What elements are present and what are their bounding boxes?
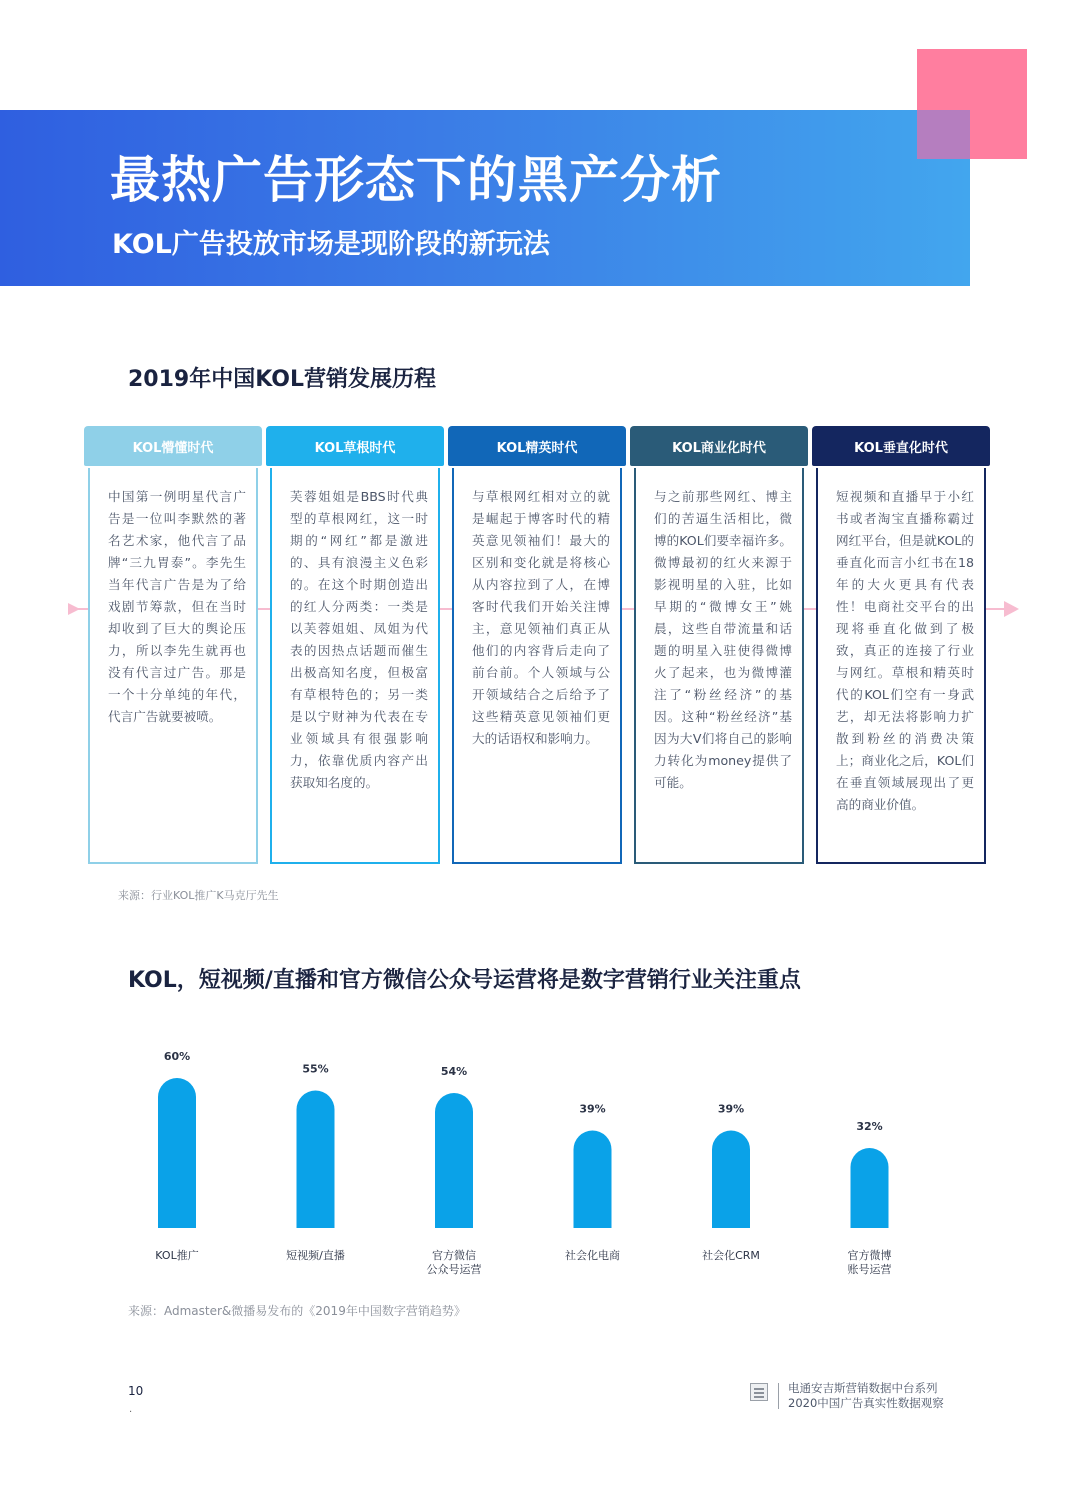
era-card-3 xyxy=(448,426,626,746)
era-description: 中国第一例明星代言广告是一位叫李默然的著名艺术家，他代言了品牌“三九胃泰”。李先生当年代言广告是为了给戏剧节筹款，但在当时却收到了巨大的舆论压力，所以李先生就再也没有代言过广告。那是一个十分单纯的年代，代言广告就要被喷。 xyxy=(88,468,258,864)
chart-bar xyxy=(158,1078,196,1228)
timeline-source: 来源：行业KOL推广K马克厅先生 xyxy=(118,889,279,902)
era-header xyxy=(448,426,626,466)
chart-bar xyxy=(297,1091,335,1229)
era-header xyxy=(266,426,444,466)
bar-value-label: 32% xyxy=(856,1120,883,1133)
footer-line-2: 2020中国广告真实性数据观察 xyxy=(788,1396,944,1410)
chart-bar xyxy=(574,1131,612,1229)
era-label: KOL精英时代 xyxy=(496,440,578,456)
category-label: 短视频/直播 xyxy=(286,1249,345,1262)
bar-value-label: 54% xyxy=(440,1065,468,1078)
category-label: KOL推广 xyxy=(155,1249,199,1262)
era-description: 与草根网红相对立的就是崛起于博客时代的精英意见领袖们！最大的区别和变化就是将核心从内容拉到了人，在博客时代我们开始关注博主，意见领袖们真正从他们的内容背后走向了前台前。个人领域与公开领域结合之后给予了这些精英意见领袖们更大的话语权和影响力。 xyxy=(452,468,622,864)
category-label: 社会化电商 xyxy=(565,1249,620,1262)
category-label: 社会化CRM xyxy=(702,1249,760,1262)
page-dot: . xyxy=(129,1404,133,1415)
category-label: 账号运营 xyxy=(847,1263,892,1276)
chart-bar xyxy=(851,1148,889,1228)
era-label: KOL垂直化时代 xyxy=(854,440,948,456)
publisher-logo-icon xyxy=(750,1383,768,1401)
footer-series xyxy=(788,1381,944,1411)
bar-value-label: 55% xyxy=(302,1062,329,1076)
bar-value-label: 39% xyxy=(717,1102,745,1116)
era-card-4 xyxy=(630,426,808,790)
category-label: 公众号运营 xyxy=(426,1263,482,1276)
era-label: KOL懵懂时代 xyxy=(132,440,214,456)
timeline-title: 2019年中国KOL营销发展历程 xyxy=(128,367,437,392)
era-card-2 xyxy=(266,426,444,790)
era-card-1 xyxy=(84,426,262,724)
era-description: 短视频和直播早于小红书或者淘宝直播称霸过网红平台，但是就KOL的垂直化而言小红书在18年的大火更具有代表性！电商社交平台的出现将垂直化做到了极致，真正的连接了行业与网红。草根和精英时代的KOL们空有一身武艺，却无法将影响力扩散到粉丝的消费决策上；商业化之后，KOL们在垂直领域展现出了更高的商业价值。 xyxy=(816,468,986,864)
chart-source: 来源：Admaster&微播易发布的《2019年中国数字营销趋势》 xyxy=(128,1304,466,1318)
page-subtitle: KOL广告投放市场是现阶段的新玩法 xyxy=(112,229,550,260)
chart-bar xyxy=(435,1093,473,1228)
category-label: 官方微信 xyxy=(432,1249,476,1262)
era-header xyxy=(84,426,262,466)
decorative-overlap-square xyxy=(917,110,970,159)
era-description: 芙蓉姐姐是BBS时代典型的草根网红，这一时期的“网红”都是激进的、具有浪漫主义色彩的。在这个时期创造出的红人分两类：一类是以芙蓉姐姐、凤姐为代表的因热点话题而催生出极高知名度，但极富有草根特色的；另一类是以宁财神为代表在专业领域具有很强影响力，依靠优质内容产出获取知名度的。 xyxy=(270,468,440,864)
era-label: KOL草根时代 xyxy=(314,440,396,456)
bar-chart xyxy=(100,1035,1000,1285)
footer-line-1: 电通安吉斯营销数据中台系列 xyxy=(788,1381,938,1395)
timeline-arrow-head-icon xyxy=(1004,601,1019,617)
chart-title: KOL，短视频/直播和官方微信公众号运营将是数字营销行业关注重点 xyxy=(128,968,801,993)
era-header xyxy=(630,426,808,466)
era-header xyxy=(812,426,990,466)
page-title: 最热广告形态下的黑产分析 xyxy=(110,151,722,209)
category-label: 官方微博 xyxy=(847,1249,892,1262)
era-label: KOL商业化时代 xyxy=(672,440,766,456)
footer-divider xyxy=(778,1383,779,1409)
timeline-arrow-start xyxy=(68,603,80,615)
era-card-5 xyxy=(812,426,990,812)
bar-value-label: 39% xyxy=(579,1102,606,1116)
page-number: 10 xyxy=(128,1384,144,1398)
bar-value-label: 60% xyxy=(163,1050,191,1063)
chart-bar xyxy=(712,1131,750,1229)
era-description: 与之前那些网红、博主们的苦逼生活相比，微博的KOL们要幸福许多。微博最初的红火来源于影视明星的入驻，比如早期的“微博女王”姚晨，这些自带流量和话题的明星入驻使得微博火了起来，也为微博灌注了“粉丝经济”的基因。这种“粉丝经济”基因为大V们将自己的影响力转化为money提供了可能。 xyxy=(634,468,804,864)
